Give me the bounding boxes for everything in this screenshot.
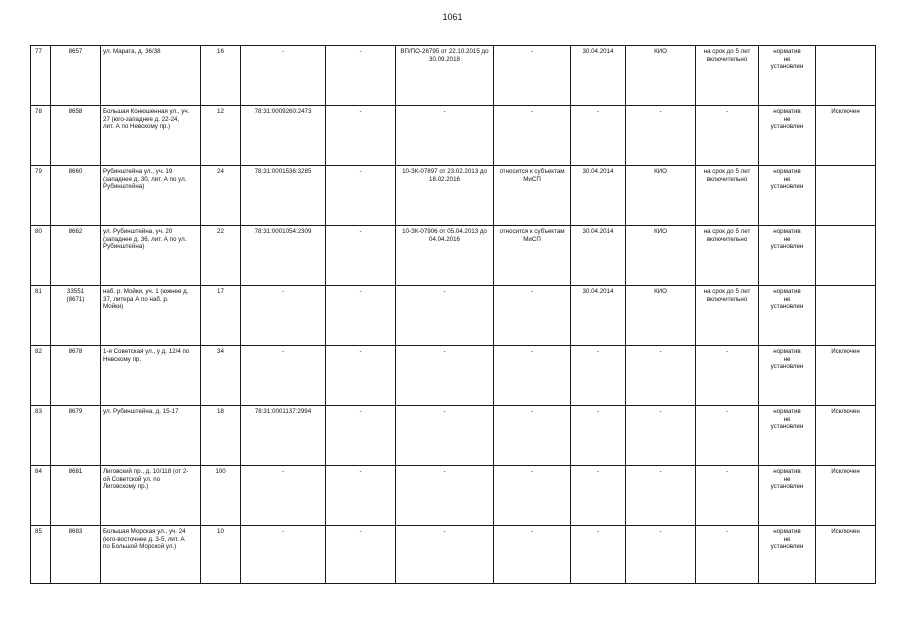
column-6-cell: - [326, 406, 396, 466]
smb-status-cell: - [494, 106, 571, 166]
smb-status-cell: - [494, 346, 571, 406]
address-cell: ул. Рубинштейна, д. 15-17 [101, 406, 201, 466]
column-6-cell: - [326, 346, 396, 406]
table-row [31, 106, 876, 166]
norm-cell: норматив не установлен [759, 346, 816, 406]
object-id-cell: 8657 [51, 46, 101, 106]
address-cell: ул. Рубинштейна, уч. 20 (западнее д. 36, лит. А по ул. Рубинштейна) [101, 226, 201, 286]
cadastral-number-cell: 78:31:0001536:3285 [241, 166, 326, 226]
status-cell [816, 46, 876, 106]
column-6-cell: - [326, 46, 396, 106]
address-cell: Лиговский пр., д. 10/118 (от 2- ой Советской ул. по Лиговскому пр.) [101, 466, 201, 526]
term-cell: на срок до 5 лет включительно [696, 166, 759, 226]
authority-cell: - [626, 526, 696, 584]
row-number-cell: 78 [31, 106, 51, 166]
column-6-cell: - [326, 526, 396, 584]
authority-cell: КИО [626, 46, 696, 106]
object-id-cell: 8662 [51, 226, 101, 286]
term-cell: - [696, 106, 759, 166]
object-id-cell: 8660 [51, 166, 101, 226]
row-number-cell: 80 [31, 226, 51, 286]
registry-table-body [31, 46, 876, 584]
norm-cell: норматив не установлен [759, 406, 816, 466]
status-cell [816, 166, 876, 226]
permit-cell: - [396, 286, 494, 346]
smb-status-cell: - [494, 286, 571, 346]
column-6-cell: - [326, 106, 396, 166]
object-id-cell: 8658 [51, 106, 101, 166]
date-cell: 30.04.2014 [571, 166, 626, 226]
norm-cell: норматив не установлен [759, 526, 816, 584]
row-number-cell: 85 [31, 526, 51, 584]
smb-status-cell: - [494, 46, 571, 106]
term-cell: - [696, 466, 759, 526]
norm-cell: норматив не установлен [759, 466, 816, 526]
table-row [31, 226, 876, 286]
column-6-cell: - [326, 226, 396, 286]
row-number-cell: 79 [31, 166, 51, 226]
cadastral-number-cell: 78:31:0001054:2309 [241, 226, 326, 286]
permit-cell: - [396, 406, 494, 466]
area-cell: 24 [201, 166, 241, 226]
table-row [31, 466, 876, 526]
area-cell: 17 [201, 286, 241, 346]
area-cell: 18 [201, 406, 241, 466]
date-cell: - [571, 106, 626, 166]
permit-cell: 10-ЗК-07897 от 23.02.2013 до 18.02.2016 [396, 166, 494, 226]
area-cell: 12 [201, 106, 241, 166]
object-id-cell: 8683 [51, 526, 101, 584]
cadastral-number-cell: - [241, 286, 326, 346]
date-cell: - [571, 466, 626, 526]
address-cell: наб. р. Мойки, уч. 1 (южнее д. 37, литера А по наб. р. Мойки) [101, 286, 201, 346]
permit-cell: - [396, 526, 494, 584]
table-row [31, 526, 876, 584]
column-6-cell: - [326, 466, 396, 526]
term-cell: - [696, 406, 759, 466]
status-cell: Исключен [816, 466, 876, 526]
status-cell: Исключен [816, 346, 876, 406]
cadastral-number-cell: 78:31:0009260:2473 [241, 106, 326, 166]
permit-cell: - [396, 106, 494, 166]
area-cell: 34 [201, 346, 241, 406]
term-cell: - [696, 526, 759, 584]
table-row [31, 346, 876, 406]
cadastral-number-cell: - [241, 346, 326, 406]
smb-status-cell: относится к субъектам МиСП [494, 226, 571, 286]
smb-status-cell: - [494, 406, 571, 466]
table-row [31, 46, 876, 106]
term-cell: - [696, 346, 759, 406]
row-number-cell: 81 [31, 286, 51, 346]
authority-cell: - [626, 466, 696, 526]
permit-cell: 10-ЗК-07906 от 05.04.2013 до 04.04.2016 [396, 226, 494, 286]
norm-cell: норматив не установлен [759, 46, 816, 106]
permit-cell: - [396, 346, 494, 406]
date-cell: - [571, 346, 626, 406]
area-cell: 22 [201, 226, 241, 286]
row-number-cell: 84 [31, 466, 51, 526]
date-cell: 30.04.2014 [571, 226, 626, 286]
table-row [31, 406, 876, 466]
page-number: 1061 [442, 12, 463, 22]
object-id-cell: 8679 [51, 406, 101, 466]
area-cell: 10 [201, 526, 241, 584]
norm-cell: норматив не установлен [759, 226, 816, 286]
address-cell: ул. Марата, д. 36/38 [101, 46, 201, 106]
object-id-cell: 8681 [51, 466, 101, 526]
table-row [31, 286, 876, 346]
status-cell: Исключен [816, 526, 876, 584]
authority-cell: КИО [626, 286, 696, 346]
smb-status-cell: относится к субъектам МиСП [494, 166, 571, 226]
authority-cell: КИО [626, 166, 696, 226]
date-cell: 30.04.2014 [571, 286, 626, 346]
cadastral-number-cell: - [241, 466, 326, 526]
authority-cell: - [626, 406, 696, 466]
cadastral-number-cell: - [241, 46, 326, 106]
date-cell: - [571, 406, 626, 466]
authority-cell: КИО [626, 226, 696, 286]
term-cell: на срок до 5 лет включительно [696, 46, 759, 106]
date-cell: 30.04.2014 [571, 46, 626, 106]
address-cell: 1-я Советская ул., у д. 12/4 по Невскому пр. [101, 346, 201, 406]
area-cell: 100 [201, 466, 241, 526]
status-cell: Исключен [816, 106, 876, 166]
row-number-cell: 77 [31, 46, 51, 106]
column-6-cell: - [326, 166, 396, 226]
smb-status-cell: - [494, 526, 571, 584]
row-number-cell: 82 [31, 346, 51, 406]
status-cell [816, 286, 876, 346]
authority-cell: - [626, 106, 696, 166]
norm-cell: норматив не установлен [759, 106, 816, 166]
table-row [31, 166, 876, 226]
row-number-cell: 83 [31, 406, 51, 466]
permit-cell: ВП/ПО-26795 от 22.10.2015 до 30.09.2018 [396, 46, 494, 106]
registry-table [30, 45, 876, 584]
authority-cell: - [626, 346, 696, 406]
status-cell [816, 226, 876, 286]
cadastral-number-cell: 78:31:0001137:2994 [241, 406, 326, 466]
area-cell: 16 [201, 46, 241, 106]
object-id-cell: 33551 (8671) [51, 286, 101, 346]
date-cell: - [571, 526, 626, 584]
cadastral-number-cell: - [241, 526, 326, 584]
address-cell: Рубинштейна ул., уч. 19 (западнее д. 30, лит. А по ул. Рубинштейна) [101, 166, 201, 226]
term-cell: на срок до 5 лет включительно [696, 286, 759, 346]
norm-cell: норматив не установлен [759, 166, 816, 226]
address-cell: Большая Конюшенная ул., уч. 27 (юго-западнее д. 22-24, лит. А по Невскому пр.) [101, 106, 201, 166]
address-cell: Большая Морская ул., уч. 24 (юго-восточнее д. 3-5, лит. А по Большой Морской ул.) [101, 526, 201, 584]
column-6-cell: - [326, 286, 396, 346]
term-cell: на срок до 5 лет включительно [696, 226, 759, 286]
norm-cell: норматив не установлен [759, 286, 816, 346]
smb-status-cell: - [494, 466, 571, 526]
status-cell: Исключен [816, 406, 876, 466]
object-id-cell: 8678 [51, 346, 101, 406]
permit-cell: - [396, 466, 494, 526]
